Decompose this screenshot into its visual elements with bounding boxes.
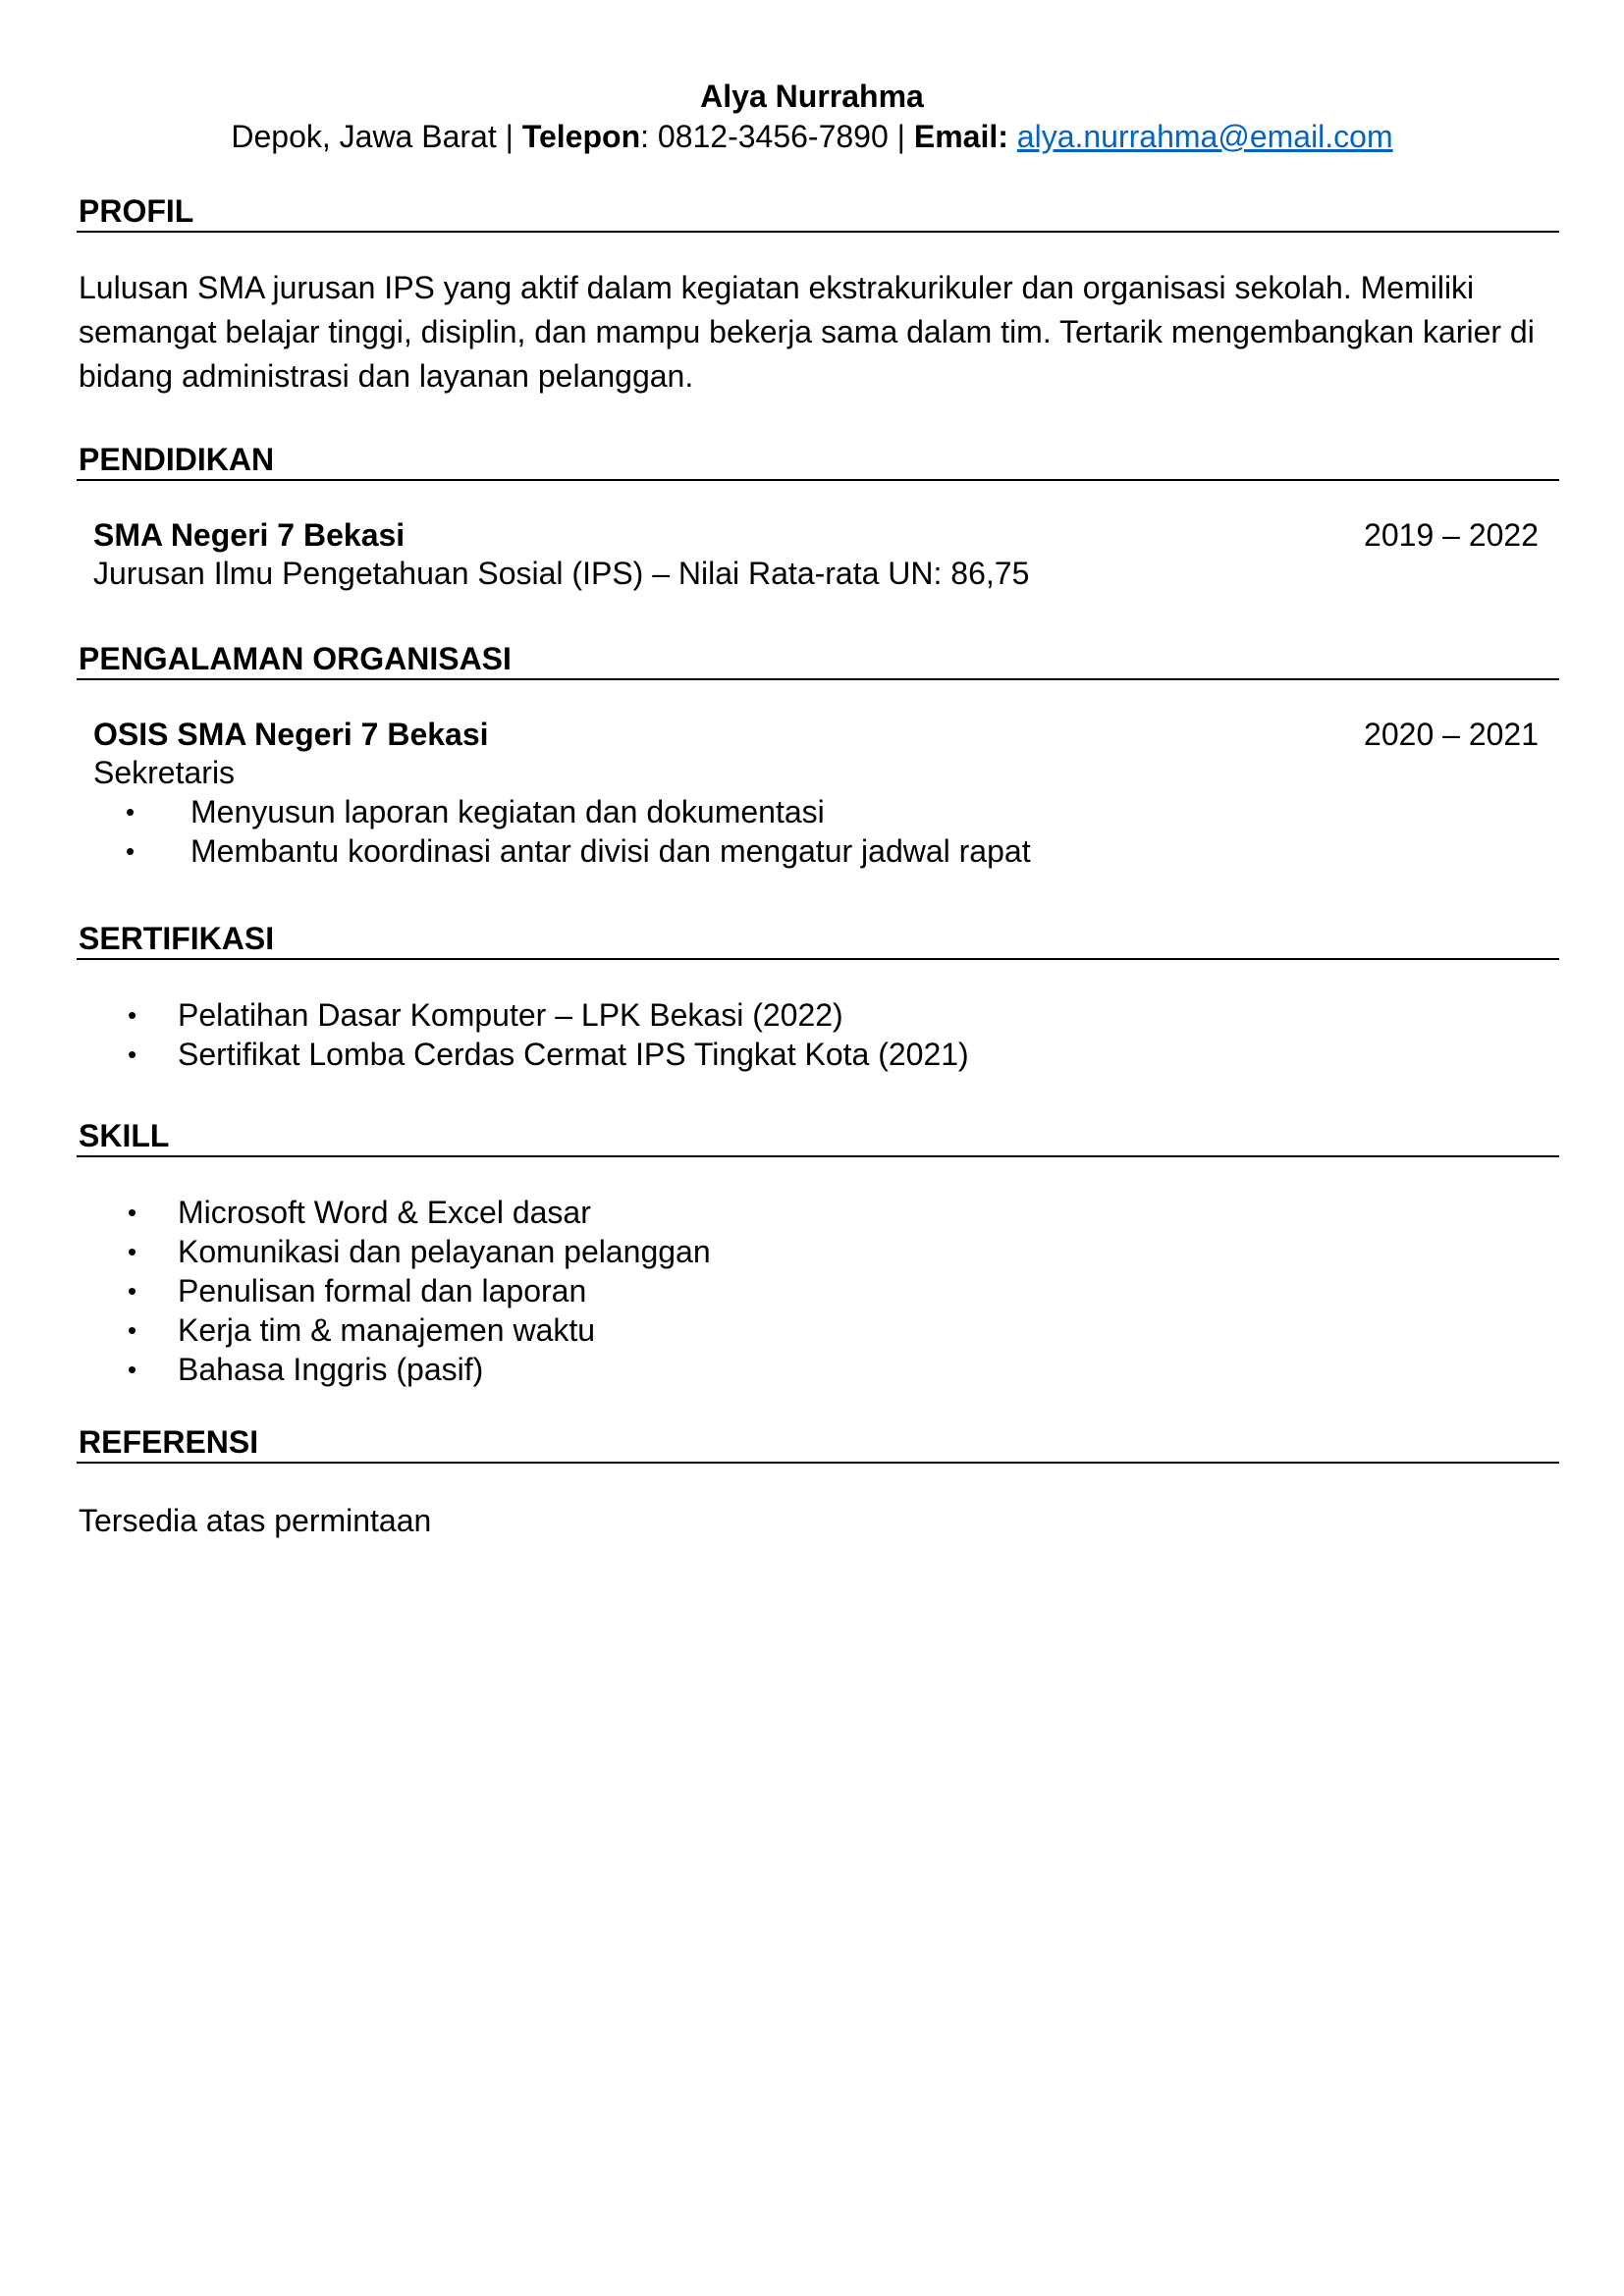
skill-text: Microsoft Word & Excel dasar (178, 1195, 591, 1230)
section-title-skill: SKILL (77, 1116, 1559, 1157)
bullet-icon: • (128, 1040, 137, 1069)
list-item (77, 1193, 1559, 1232)
organization-entry (77, 716, 1559, 792)
section-title-referensi: REFERENSI (77, 1422, 1559, 1464)
bullet-icon: • (128, 1315, 137, 1345)
phone-label: Telepon (521, 119, 641, 154)
bullet-icon: • (128, 1355, 137, 1384)
email-link[interactable]: alya.nurrahma@email.com (1016, 119, 1393, 154)
skill-list (77, 1193, 1559, 1389)
bullet-icon: • (128, 1000, 137, 1030)
profil-text: Lulusan SMA jurusan IPS yang aktif dalam kegiatan ekstrakurikuler dan organisasi sekolah. Memiliki semangat belajar tinggi, disiplin, dan mampu bekerja sama dalam tim. Tertarik mengembangkan karier di bidang administrasi dan layanan pelanggan. (79, 270, 1535, 394)
bullet-icon: • (128, 1276, 137, 1306)
organization-duties (77, 792, 1559, 871)
list-item (77, 1035, 1559, 1074)
bullet-icon: • (126, 797, 135, 827)
list-item (77, 1271, 1559, 1310)
skill-text: Komunikasi dan pelayanan pelanggan (178, 1234, 711, 1269)
duty-text: Membantu koordinasi antar divisi dan mengatur jadwal rapat (190, 833, 1031, 869)
organization-years: 2020 – 2021 (1364, 717, 1539, 752)
section-profil (77, 191, 1559, 399)
section-title-pendidikan: PENDIDIKAN (77, 440, 1559, 481)
section-skill (77, 1116, 1559, 1389)
duty-text: Menyusun laporan kegiatan dan dokumentasi (190, 794, 825, 829)
school-name: SMA Negeri 7 Bekasi (93, 517, 406, 553)
resume-header (0, 77, 1624, 157)
section-title-profil: PROFIL (77, 191, 1559, 233)
education-detail: Jurusan Ilmu Pengetahuan Sosial (IPS) – Nilai Rata-rata UN: 86,75 (93, 556, 1030, 591)
bullet-icon: • (126, 836, 135, 866)
section-pendidikan (77, 440, 1559, 593)
section-title-organisasi: PENGALAMAN ORGANISASI (77, 639, 1559, 680)
list-item (77, 831, 1559, 871)
education-years: 2019 – 2022 (1364, 517, 1539, 553)
education-entry (77, 516, 1559, 593)
list-item (77, 995, 1559, 1035)
organization-role: Sekretaris (93, 755, 236, 790)
email-label: Email: (913, 119, 1008, 154)
location-text: Depok, Jawa Barat (231, 119, 497, 154)
contact-line (0, 116, 1624, 157)
section-referensi (77, 1422, 1559, 1543)
certification-text: Sertifikat Lomba Cerdas Cermat IPS Tingkat Kota (2021) (178, 1037, 969, 1072)
list-item (77, 1232, 1559, 1271)
certification-list (77, 995, 1559, 1074)
organization-header-row (93, 716, 1539, 753)
organization-name: OSIS SMA Negeri 7 Bekasi (93, 717, 489, 752)
section-sertifikasi (77, 919, 1559, 1074)
certification-text: Pelatihan Dasar Komputer – LPK Bekasi (2022) (178, 997, 843, 1033)
education-header-row (93, 516, 1539, 554)
skill-text: Kerja tim & manajemen waktu (178, 1312, 596, 1348)
skill-text: Bahasa Inggris (pasif) (178, 1352, 484, 1387)
bullet-icon: • (128, 1237, 137, 1266)
referensi-text: Tersedia atas permintaan (79, 1503, 432, 1538)
section-organisasi (77, 639, 1559, 871)
section-title-sertifikasi: SERTIFIKASI (77, 919, 1559, 960)
separator: | (888, 119, 914, 154)
candidate-name: Alya Nurrahma (700, 79, 924, 114)
skill-text: Penulisan formal dan laporan (178, 1273, 587, 1308)
bullet-icon: • (128, 1198, 137, 1227)
phone-value: : 0812-3456-7890 (640, 119, 889, 154)
list-item (77, 1310, 1559, 1350)
separator: | (496, 119, 522, 154)
list-item (77, 792, 1559, 831)
list-item (77, 1350, 1559, 1389)
